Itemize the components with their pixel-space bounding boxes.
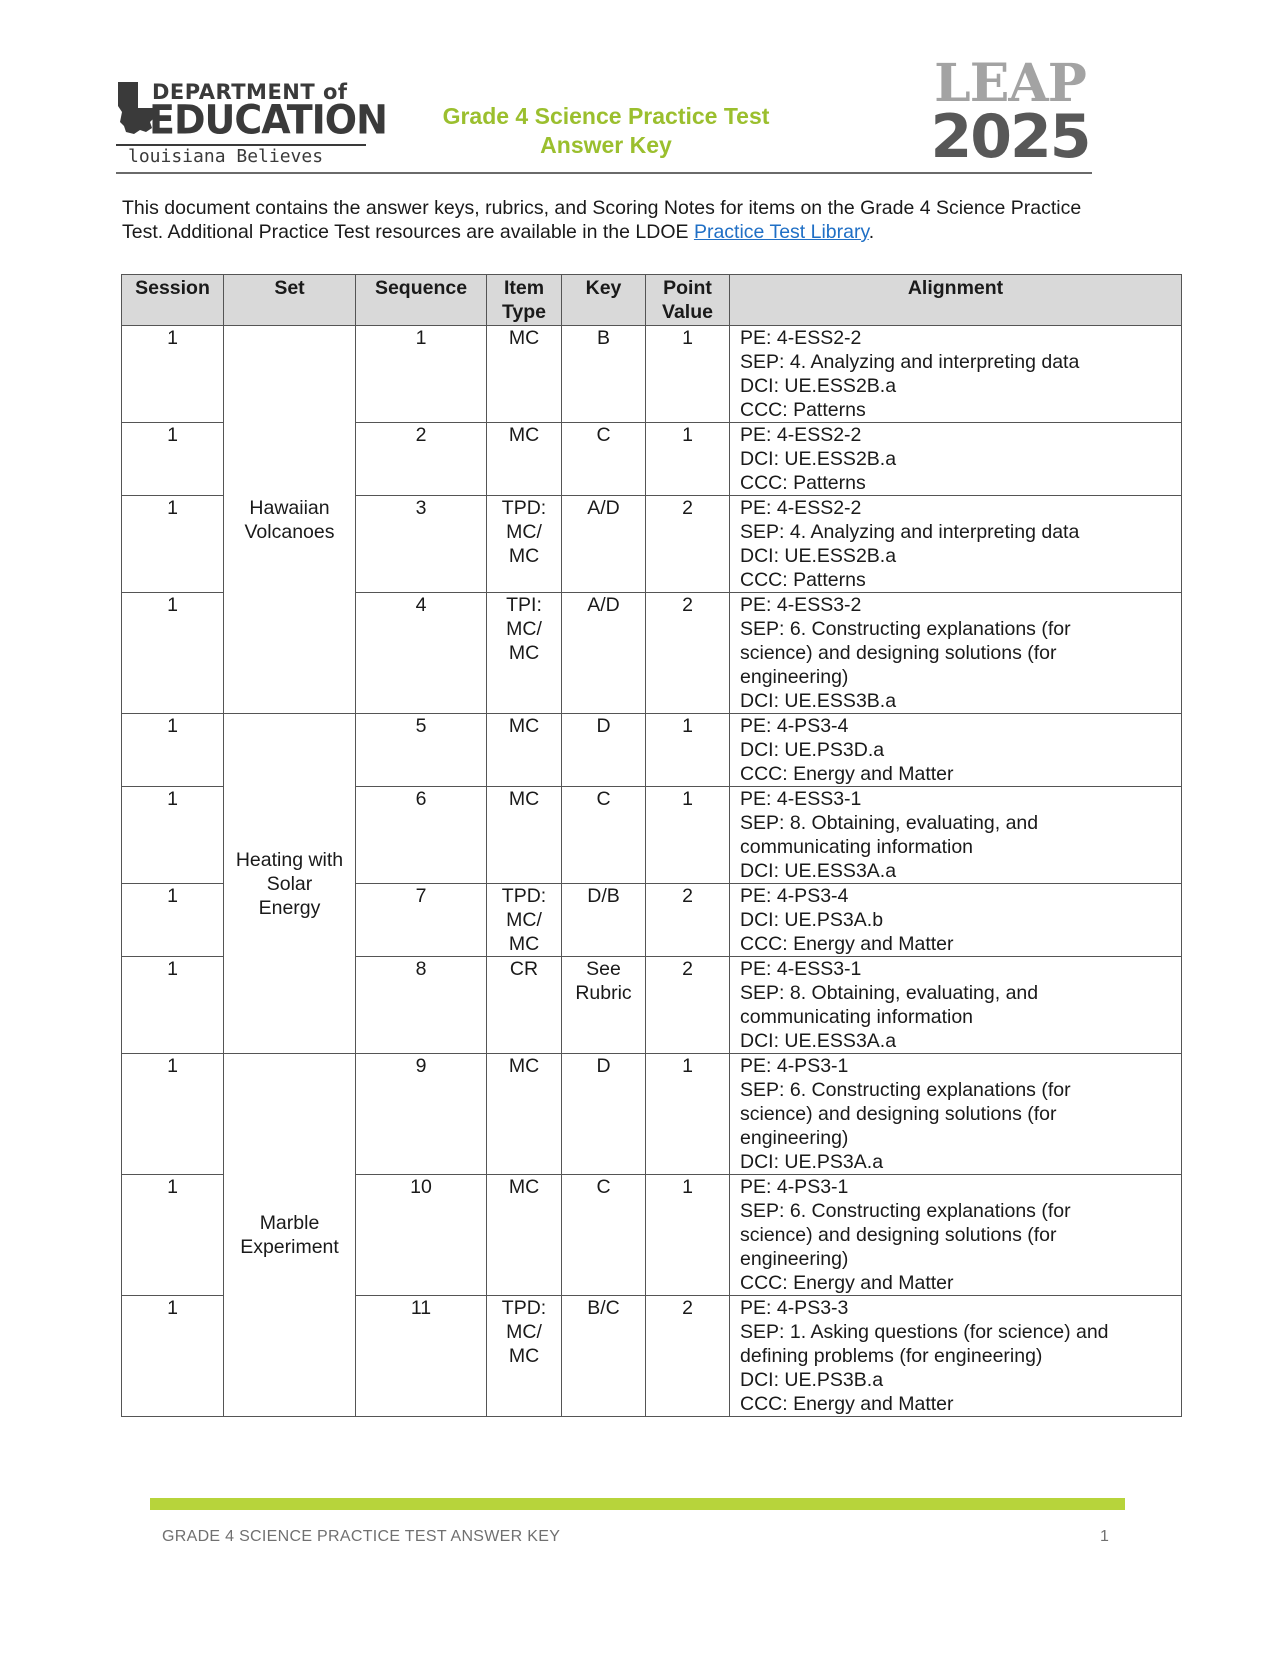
cell-item-type: MC bbox=[487, 1175, 562, 1296]
cell-point-value: 1 bbox=[646, 714, 730, 787]
alignment-line: PE: 4-ESS3-1 bbox=[740, 958, 862, 980]
cell-alignment bbox=[730, 787, 1182, 884]
cell-session: 1 bbox=[122, 593, 224, 714]
alignment-line: DCI: UE.ESS2B.a bbox=[740, 375, 897, 397]
cell-sequence: 6 bbox=[356, 787, 487, 884]
cell-session: 1 bbox=[122, 1054, 224, 1175]
cell-item-type: MC bbox=[487, 326, 562, 423]
cell-point-value: 2 bbox=[646, 593, 730, 714]
cell-point-value: 1 bbox=[646, 326, 730, 423]
cell-item-type: TPD: MC/ MC bbox=[487, 884, 562, 957]
table-row bbox=[122, 326, 1182, 423]
alignment-line: PE: 4-ESS2-2 bbox=[740, 327, 862, 349]
alignment-line: engineering) bbox=[740, 1248, 849, 1270]
cell-key: D/B bbox=[562, 884, 646, 957]
cell-set: Hawaiian Volcanoes bbox=[224, 326, 356, 714]
cell-set: Marble Experiment bbox=[224, 1054, 356, 1417]
cell-sequence: 9 bbox=[356, 1054, 487, 1175]
cell-point-value: 1 bbox=[646, 423, 730, 496]
cell-alignment bbox=[730, 593, 1182, 714]
alignment-line: PE: 4-ESS2-2 bbox=[740, 497, 862, 519]
header-session: Session bbox=[122, 275, 224, 326]
cell-item-type: MC bbox=[487, 787, 562, 884]
leap-word: LEAP bbox=[934, 53, 1086, 114]
cell-item-type: TPD: MC/ MC bbox=[487, 1296, 562, 1417]
alignment-line: DCI: UE.PS3A.b bbox=[740, 909, 884, 931]
cell-item-type: TPI: MC/ MC bbox=[487, 593, 562, 714]
footer-bar bbox=[150, 1498, 1125, 1510]
cell-point-value: 2 bbox=[646, 1296, 730, 1417]
alignment-line: PE: 4-PS3-3 bbox=[740, 1297, 849, 1319]
header-alignment: Alignment bbox=[730, 275, 1182, 326]
cell-key: C bbox=[562, 423, 646, 496]
cell-session: 1 bbox=[122, 1296, 224, 1417]
cell-set: Heating with Solar Energy bbox=[224, 714, 356, 1054]
alignment-line: SEP: 6. Constructing explanations (for bbox=[740, 1079, 1071, 1101]
leap-2025-logo bbox=[910, 53, 1110, 176]
alignment-line: SEP: 8. Obtaining, evaluating, and bbox=[740, 812, 1039, 834]
cell-key: A/D bbox=[562, 593, 646, 714]
header-set: Set bbox=[224, 275, 356, 326]
header-item-type: Item Type bbox=[487, 275, 562, 326]
cell-sequence: 10 bbox=[356, 1175, 487, 1296]
cell-session: 1 bbox=[122, 957, 224, 1054]
alignment-line: PE: 4-ESS3-2 bbox=[740, 594, 862, 616]
footer-title: GRADE 4 SCIENCE PRACTICE TEST ANSWER KEY bbox=[162, 1528, 561, 1545]
alignment-line: SEP: 6. Constructing explanations (for bbox=[740, 1200, 1071, 1222]
cell-sequence: 3 bbox=[356, 496, 487, 593]
alignment-line: DCI: UE.PS3D.a bbox=[740, 739, 885, 761]
alignment-line: DCI: UE.ESS2B.a bbox=[740, 448, 897, 470]
cell-alignment bbox=[730, 957, 1182, 1054]
alignment-line: PE: 4-PS3-1 bbox=[740, 1055, 849, 1077]
cell-sequence: 1 bbox=[356, 326, 487, 423]
cell-key: A/D bbox=[562, 496, 646, 593]
alignment-line: PE: 4-PS3-4 bbox=[740, 715, 849, 737]
cell-session: 1 bbox=[122, 1175, 224, 1296]
cell-item-type: CR bbox=[487, 957, 562, 1054]
cell-session: 1 bbox=[122, 423, 224, 496]
cell-sequence: 11 bbox=[356, 1296, 487, 1417]
alignment-line: DCI: UE.PS3A.a bbox=[740, 1151, 884, 1173]
alignment-line: defining problems (for engineering) bbox=[740, 1345, 1043, 1367]
cell-item-type: TPD: MC/ MC bbox=[487, 496, 562, 593]
intro-end: . bbox=[868, 221, 875, 243]
alignment-line: CCC: Energy and Matter bbox=[740, 1393, 954, 1415]
alignment-line: SEP: 6. Constructing explanations (for bbox=[740, 618, 1071, 640]
alignment-line: engineering) bbox=[740, 1127, 849, 1149]
alignment-line: science) and designing solutions (for bbox=[740, 1224, 1057, 1246]
header-key: Key bbox=[562, 275, 646, 326]
cell-sequence: 7 bbox=[356, 884, 487, 957]
alignment-line: CCC: Patterns bbox=[740, 472, 866, 494]
alignment-line: SEP: 1. Asking questions (for science) and bbox=[740, 1321, 1109, 1343]
title-line-1: Grade 4 Science Practice Test bbox=[442, 103, 770, 129]
cell-point-value: 2 bbox=[646, 884, 730, 957]
cell-alignment bbox=[730, 496, 1182, 593]
cell-sequence: 5 bbox=[356, 714, 487, 787]
alignment-line: communicating information bbox=[740, 1006, 974, 1028]
header-rule bbox=[116, 172, 1092, 174]
title-line-2: Answer Key bbox=[540, 132, 672, 158]
cell-key: D bbox=[562, 1054, 646, 1175]
cell-alignment bbox=[730, 1054, 1182, 1175]
alignment-line: DCI: UE.ESS2B.a bbox=[740, 545, 897, 567]
page-number: 1 bbox=[1100, 1528, 1109, 1545]
answer-key-table bbox=[121, 274, 1182, 1417]
cell-key: D bbox=[562, 714, 646, 787]
intro-paragraph bbox=[122, 196, 1082, 244]
alignment-line: PE: 4-PS3-1 bbox=[740, 1176, 849, 1198]
cell-session: 1 bbox=[122, 884, 224, 957]
alignment-line: SEP: 4. Analyzing and interpreting data bbox=[740, 351, 1080, 373]
cell-point-value: 2 bbox=[646, 957, 730, 1054]
alignment-line: DCI: UE.ESS3A.a bbox=[740, 860, 897, 882]
table-row bbox=[122, 714, 1182, 787]
intro-text: This document contains the answer keys, rubrics, and Scoring Notes for items on the Grade 4 Science Practice Test. Additional Practice Test resources are available in the LDOE bbox=[122, 197, 1082, 243]
cell-key: C bbox=[562, 1175, 646, 1296]
alignment-line: DCI: UE.PS3B.a bbox=[740, 1369, 884, 1391]
alignment-line: CCC: Patterns bbox=[740, 569, 866, 591]
alignment-line: science) and designing solutions (for bbox=[740, 642, 1057, 664]
department-of-education-logo bbox=[116, 70, 387, 167]
alignment-line: engineering) bbox=[740, 666, 849, 688]
alignment-line: PE: 4-PS3-4 bbox=[740, 885, 849, 907]
cell-point-value: 1 bbox=[646, 1054, 730, 1175]
cell-point-value: 1 bbox=[646, 1175, 730, 1296]
logo-tagline: louisiana Believes bbox=[128, 146, 324, 167]
cell-session: 1 bbox=[122, 787, 224, 884]
cell-item-type: MC bbox=[487, 714, 562, 787]
alignment-line: communicating information bbox=[740, 836, 974, 858]
alignment-line: PE: 4-ESS2-2 bbox=[740, 424, 862, 446]
alignment-line: DCI: UE.ESS3A.a bbox=[740, 1030, 897, 1052]
cell-alignment bbox=[730, 1296, 1182, 1417]
alignment-line: DCI: UE.ESS3B.a bbox=[740, 690, 897, 712]
cell-key: See Rubric bbox=[562, 957, 646, 1054]
cell-item-type: MC bbox=[487, 1054, 562, 1175]
logo-education-text: EDUCATION bbox=[149, 96, 387, 144]
leap-year: 2025 bbox=[930, 102, 1090, 172]
alignment-line: CCC: Patterns bbox=[740, 399, 866, 421]
cell-alignment bbox=[730, 714, 1182, 787]
cell-key: B bbox=[562, 326, 646, 423]
cell-alignment bbox=[730, 423, 1182, 496]
alignment-line: science) and designing solutions (for bbox=[740, 1103, 1057, 1125]
table-row bbox=[122, 1054, 1182, 1175]
cell-session: 1 bbox=[122, 326, 224, 423]
header-sequence: Sequence bbox=[356, 275, 487, 326]
cell-sequence: 2 bbox=[356, 423, 487, 496]
cell-sequence: 4 bbox=[356, 593, 487, 714]
alignment-line: CCC: Energy and Matter bbox=[740, 1272, 954, 1294]
cell-alignment bbox=[730, 884, 1182, 957]
cell-alignment bbox=[730, 1175, 1182, 1296]
cell-item-type: MC bbox=[487, 423, 562, 496]
cell-key: C bbox=[562, 787, 646, 884]
header-point-value: Point Value bbox=[646, 275, 730, 326]
alignment-line: PE: 4-ESS3-1 bbox=[740, 788, 862, 810]
page-header bbox=[116, 53, 1092, 176]
document-title bbox=[416, 102, 796, 160]
alignment-line: CCC: Energy and Matter bbox=[740, 763, 954, 785]
alignment-line: CCC: Energy and Matter bbox=[740, 933, 954, 955]
cell-session: 1 bbox=[122, 714, 224, 787]
cell-point-value: 2 bbox=[646, 496, 730, 593]
cell-alignment bbox=[730, 326, 1182, 423]
alignment-line: SEP: 4. Analyzing and interpreting data bbox=[740, 521, 1080, 543]
cell-session: 1 bbox=[122, 496, 224, 593]
cell-point-value: 1 bbox=[646, 787, 730, 884]
alignment-line: SEP: 8. Obtaining, evaluating, and bbox=[740, 982, 1039, 1004]
cell-key: B/C bbox=[562, 1296, 646, 1417]
practice-test-library-link[interactable]: Practice Test Library bbox=[693, 221, 869, 243]
table-header-row bbox=[122, 275, 1182, 326]
cell-sequence: 8 bbox=[356, 957, 487, 1054]
logo-department-text: DEPARTMENT of bbox=[152, 80, 348, 104]
